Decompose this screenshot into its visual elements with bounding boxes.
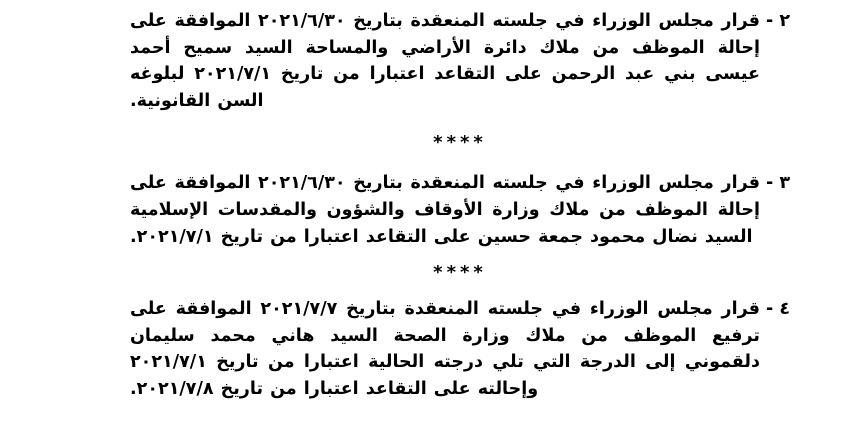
spacer xyxy=(130,282,790,296)
list-item-text: قرار مجلس الوزراء في جلسته المنعقدة بتاريخ ٢٠٢١/٦/٣٠ الموافقة على إحالة الموظف من ملاك دائرة الأراضي والمساحة السيد سميح أحمد عيسى بني عبد الرحمن على التقاعد اعتبارا من تاريخ ٢٠٢١/٧/١ لبلوغه السن القانونية. xyxy=(130,11,760,111)
section-separator-2: **** xyxy=(433,262,487,284)
list-item xyxy=(130,8,790,114)
spacer xyxy=(130,152,790,170)
list-item-text: قرار مجلس الوزراء في جلسته المنعقدة بتاريخ ٢٠٢١/٦/٣٠ الموافقة على إحالة الموظف من ملاك وزارة الأوقاف والشؤون والمقدسات الإسلامية السيد نضال محمود جمعة حسين على التقاعد اعتبارا من تاريخ ٢٠٢١/٧/١. xyxy=(130,173,760,247)
list-item xyxy=(130,170,790,250)
list-item-number: ٢ - xyxy=(765,11,790,31)
spacer xyxy=(130,114,790,134)
section-separator-1: **** xyxy=(433,132,487,154)
list-item-number: ٤ - xyxy=(765,299,790,320)
list-item-text: قرار مجلس الوزراء في جلسته المنعقدة بتاريخ ٢٠٢١/٧/٧ الموافقة على ترفيع الموظف من ملاك وزارة الصحة السيد هاني محمد سليمان دلقموني إلى الدرجة التي تلي درجته الحالية اعتبارا من تاريخ ٢٠٢١/٧/١ وإحالته على التقاعد اعتبارا من تاريخ ٢٠٢١/٧/٨. xyxy=(130,299,760,399)
list-item xyxy=(130,296,790,402)
list-item-number: ٣ - xyxy=(765,173,790,194)
